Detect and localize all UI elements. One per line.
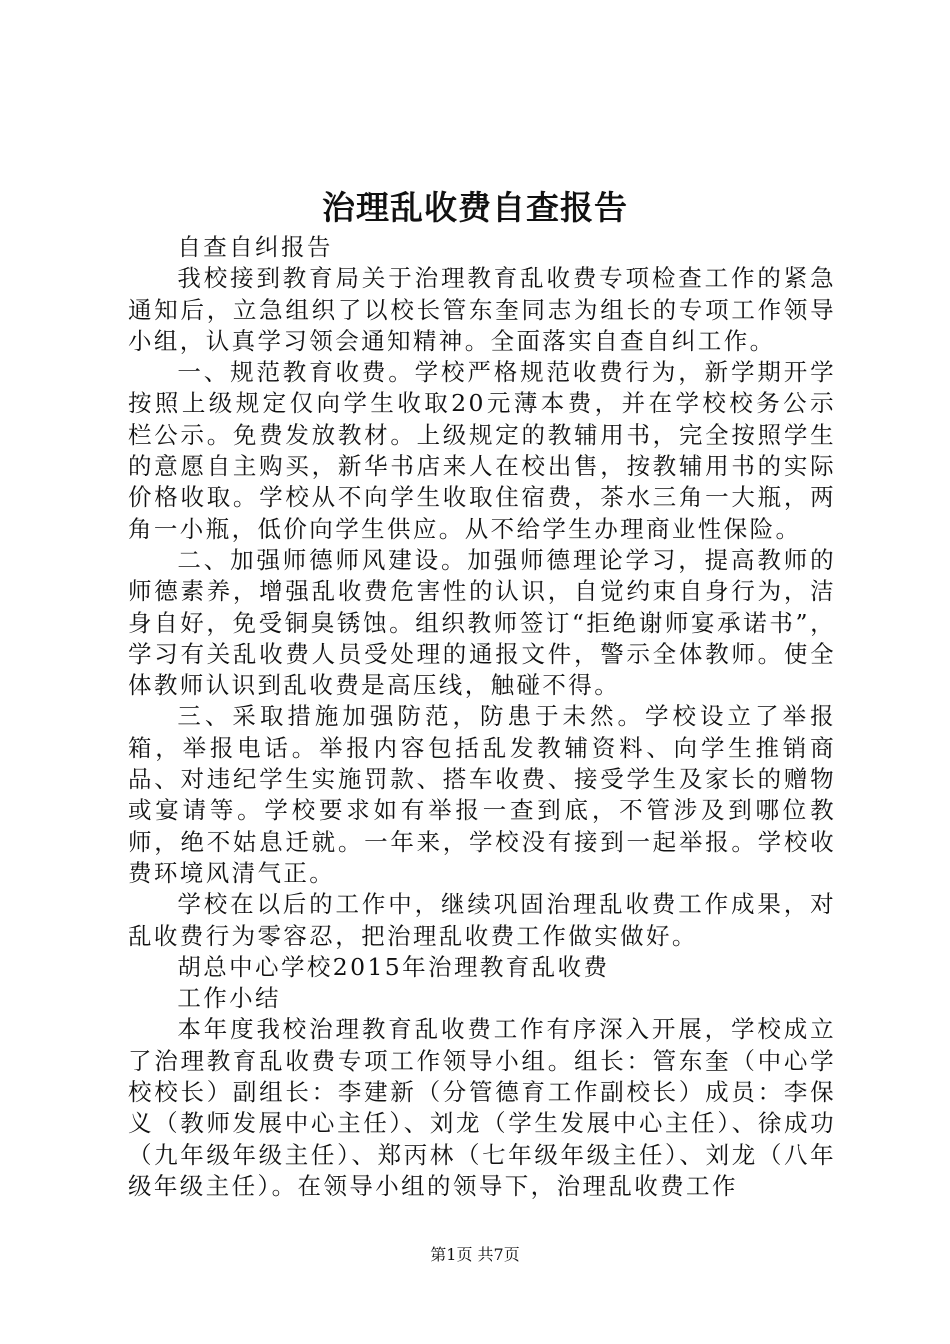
paragraph-intro: 我校接到教育局关于治理教育乱收费专项检查工作的紧急通知后，立急组织了以校长管东奎同志为组长的专项工作领导小组，认真学习领会通知精神。全面落实自查自纠工作。 — [128, 264, 836, 355]
paragraph-subtitle: 自查自纠报告 — [177, 233, 333, 261]
document-title: 治理乱收费自查报告 — [322, 188, 628, 227]
paragraph-heading-school: 胡总中心学校2015年治理教育乱收费 — [177, 952, 610, 981]
document-body — [128, 232, 836, 1202]
paragraph-section-3: 三、采取措施加强防范，防患于未然。学校设立了举报箱，举报电话。举报内容包括乱发教辅资料、向学生推销商品、对违纪学生实施罚款、搭车收费、接受学生及家长的赠物或宴请等。学校要求如有举报一查到底，不管涉及到哪位教师，绝不姑息迁就。一年来，学校没有接到一起举报。学校收费环境风清气正。 — [128, 702, 836, 887]
page-footer: 第1页 共7页 — [430, 1245, 520, 1264]
paragraph-heading-summary: 工作小结 — [177, 984, 281, 1013]
paragraph-summary-body: 本年度我校治理教育乱收费工作有序深入开展，学校成立了治理教育乱收费专项工作领导小组。组长：管东奎（中心学校校长）副组长：李建新（分管德育工作副校长）成员：李保义（教师发展中心主任）、刘龙（学生发展中心主任）、徐成功（九年级年级主任）、郑丙林（七年级年级主任）、刘龙（八年级年级主任）。在领导小组的领导下，治理乱收费工作 — [128, 1015, 836, 1200]
paragraph-section-1: 一、规范教育收费。学校严格规范收费行为，新学期开学按照上级规定仅向学生收取20元薄本费，并在学校校务公示栏公示。免费发放教材。上级规定的教辅用书，完全按照学生的意愿自主购买，新华书店来人在校出售，按教辅用书的实际价格收取。学校从不向学生收取住宿费，茶水三角一大瓶，两角一小瓶，低价向学生供应。从不给学生办理商业性保险。 — [128, 358, 836, 543]
paragraph-section-2: 二、加强师德师风建设。加强师德理论学习，提高教师的师德素养，增强乱收费危害性的认识，自觉约束自身行为，洁身自好，免受铜臭锈蚀。组织教师签订“拒绝谢师宴承诺书”，学习有关乱收费人员受处理的通报文件，警示全体教师。使全体教师认识到乱收费是高压线，触碰不得。 — [128, 545, 836, 700]
paragraph-conclusion: 学校在以后的工作中，继续巩固治理乱收费工作成果，对乱收费行为零容忍，把治理乱收费工作做实做好。 — [128, 890, 836, 950]
